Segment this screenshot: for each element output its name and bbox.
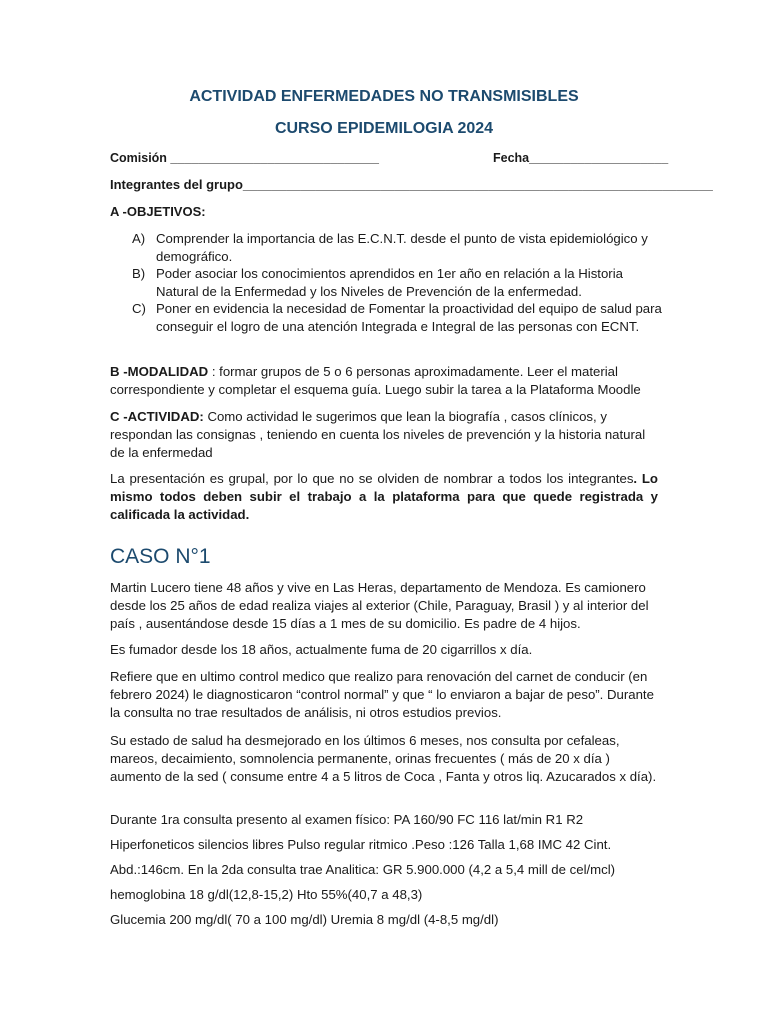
modalidad-text: : formar grupos de 5 o 6 personas aproximadamente. Leer el material correspondiente y completar el esquema guía. Luego subir la tarea a la Plataforma Moodle: [110, 364, 641, 397]
caso-paragraph: Glucemia 200 mg/dl( 70 a 100 mg/dl) Uremia 8 mg/dl (4-8,5 mg/dl): [110, 912, 499, 927]
caso-heading: CASO N°1: [110, 545, 211, 568]
caso-paragraph: Hiperfoneticos silencios libres Pulso regular ritmico .Peso :126 Talla 1,68 IMC 42 Cint.: [110, 837, 612, 852]
presentacion-bold: . Lo mismo todos deben subir el trabajo a la plataforma para que quede registrada y calificada la actividad.: [110, 471, 658, 522]
actividad-text: Como actividad le sugerimos que lean la biografía , casos clínicos, y respondan las consignas , teniendo en cuenta los niveles de prevención y la historia natural de la enfermedad: [110, 409, 646, 460]
objetivo-item: [132, 265, 662, 300]
document-title: ACTIVIDAD ENFERMEDADES NO TRANSMISIBLES: [189, 88, 579, 105]
document-subtitle: CURSO EPIDEMILOGIA 2024: [274, 120, 494, 137]
objetivo-mark: B): [132, 266, 146, 282]
objetivos-heading: A -OBJETIVOS:: [110, 204, 206, 219]
objetivos-list: [132, 230, 662, 336]
caso-paragraph: Martin Lucero tiene 48 años y vive en Las Heras, departamento de Mendoza. Es camionero desde los 25 años de edad realiza viajes al exterior (Chile, Paraguay, Brasil ) y al interior del país , ausentándose desde 15 días a 1 mes de su domicilio. Es padre de 4 hijos.: [110, 580, 649, 631]
objetivo-text: Poner en evidencia la necesidad de Fomentar la proactividad del equipo de salud para conseguir el logro de una atención Integrada e Integral de las personas con ECNT.: [156, 301, 662, 334]
caso-paragraph: Abd.:146cm. En la 2da consulta trae Analitica: GR 5.900.000 (4,2 a 5,4 mill de cel/mcl): [110, 862, 616, 877]
modalidad-paragraph: [110, 363, 658, 399]
objetivo-item: [132, 230, 662, 265]
caso-paragraph: Es fumador desde los 18 años, actualmente fuma de 20 cigarrillos x día.: [110, 642, 533, 657]
caso-paragraph: Su estado de salud ha desmejorado en los últimos 6 meses, nos consulta por cefaleas, mareos, decaimiento, somnolencia permanente, orinas frecuentes ( más de 20 x día ) aumento de la sed ( consume entre 4 a 5 litros de Coca , Fanta y otros liq. Azucarados x día).: [110, 733, 657, 784]
comision-field: Comisión ______________________________: [110, 151, 379, 165]
objetivo-text: Comprender la importancia de las E.C.N.T. desde el punto de vista epidemiológico y demográfico.: [156, 231, 648, 264]
objetivo-item: [132, 300, 662, 335]
integrantes-field: Integrantes del grupo_________________________________________________________________: [110, 177, 713, 192]
modalidad-label: B -MODALIDAD: [110, 364, 209, 379]
presentacion-paragraph: [110, 470, 658, 524]
caso-paragraph: Durante 1ra consulta presento al examen físico: PA 160/90 FC 116 lat/min R1 R2: [110, 812, 584, 827]
presentacion-text: La presentación es grupal, por lo que no se olviden de nombrar a todos los integrantes: [110, 471, 634, 486]
objetivo-mark: C): [132, 301, 146, 317]
objetivo-mark: A): [132, 231, 146, 246]
objetivo-text: Poder asociar los conocimientos aprendidos en 1er año en relación a la Historia Natural de la Enfermedad y los Niveles de Prevención de la enfermedad.: [156, 266, 623, 299]
caso-paragraph: Refiere que en ultimo control medico que realizo para renovación del carnet de conducir (en febrero 2024) le diagnosticaron “control normal” y que “ lo enviaron a bajar de peso”. Durante la consulta no trae resultados de análisis, ni otros estudios previos.: [110, 669, 654, 720]
fecha-field: Fecha____________________: [493, 151, 669, 165]
caso-paragraph: hemoglobina 18 g/dl(12,8-15,2) Hto 55%(40,7 a 48,3): [110, 887, 423, 902]
actividad-label: C -ACTIVIDAD:: [110, 409, 204, 424]
actividad-paragraph: [110, 408, 658, 462]
